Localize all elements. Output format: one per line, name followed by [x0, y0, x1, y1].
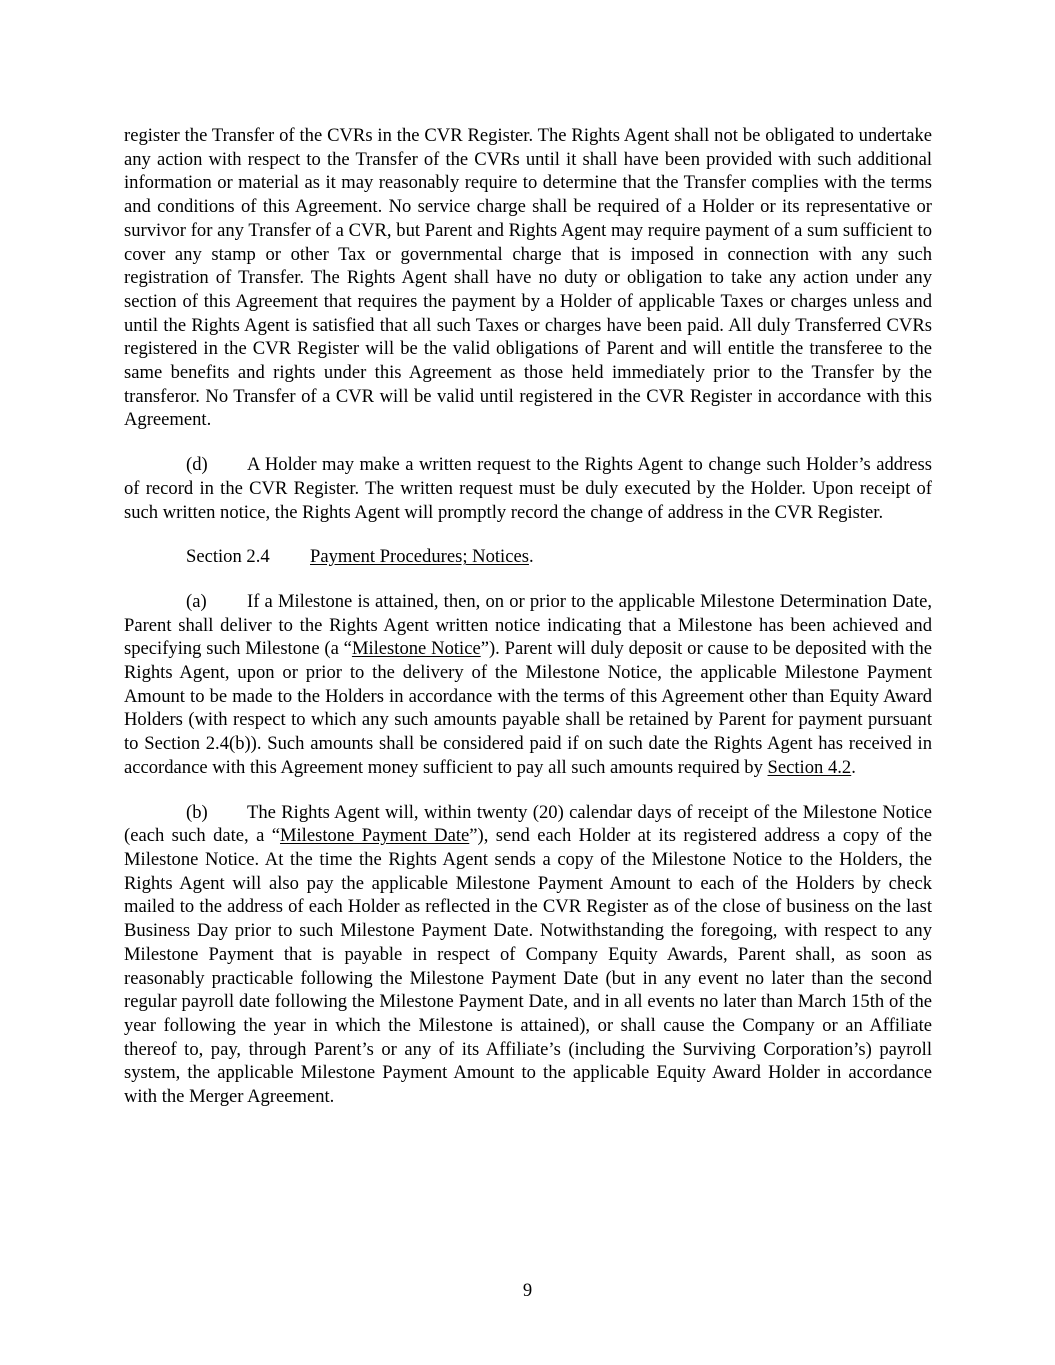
paragraph-b: [124, 801, 932, 1109]
section-heading: [186, 545, 932, 569]
paragraph-a-text-2: ”). Parent will duly deposit or cause to be deposited with the Rights Agent, upon or prior to the delivery of the Milestone Notice, the applicable Milestone Payment Amount to be made to the Holders in accordance with the terms of this Agreement other than Equity Award Holders (with respect to which any such amounts payable shall be retained by Parent for payment pursuant to Section 2.4(b)). Such amounts shall be considered paid if on such date the Rights Agent has received in accordance with this Agreement money sufficient to pay all such amounts required by: [124, 638, 932, 778]
paragraph-b-label: (b): [186, 801, 208, 823]
defined-term-milestone-notice: Milestone Notice: [351, 638, 481, 660]
paragraph-a: [124, 590, 932, 780]
paragraph-continued: register the Transfer of the CVRs in the CVR Register. The Rights Agent shall not be obligated to undertake any action with respect to the Transfer of the CVRs until it shall have been provided with such additional information or material as it may reasonably require to determine that the Transfer complies with the terms and conditions of this Agreement. No service charge shall be required of a Holder or its representative or survivor for any Transfer of a CVR, but Parent and Rights Agent may require payment of a sum sufficient to cover any stamp or other Tax or governmental charge that is imposed in connection with any such registration of Transfer. The Rights Agent shall have no duty or obligation to take any action under any section of this Agreement that requires the payment by a Holder of applicable Taxes or charges unless and until the Rights Agent is satisfied that all such Taxes or charges have been paid. All duly Transferred CVRs registered in the CVR Register will be the valid obligations of Parent and will entitle the transferee to the same benefits and rights under this Agreement as those held immediately prior to the Transfer by the transferor. No Transfer of a CVR will be valid until registered in the CVR Register in accordance with this Agreement.: [124, 125, 932, 431]
defined-term-milestone-payment-date: Milestone Payment Date: [279, 825, 470, 847]
paragraph-b-text-1: The Rights Agent will, within twenty (20) calendar days of receipt of the Milestone Notice (each such date, a “: [124, 801, 932, 847]
section-title-end: .: [528, 546, 534, 568]
paragraph-a-text-3: .: [851, 756, 856, 778]
paragraph-d-text: A Holder may make a written request to the Rights Agent to change such Holder’s address of record in the CVR Register. The written request must be duly executed by the Holder. Upon receipt of such written notice, the Rights Agent will promptly record the change of address in the CVR Register.: [124, 454, 932, 523]
section-title: Payment Procedures; Notices: [310, 546, 529, 568]
section-reference-link[interactable]: Section 4.2: [767, 756, 852, 778]
paragraph-d: [124, 453, 932, 524]
paragraph-a-label: (a): [186, 590, 207, 612]
page-number: 9: [522, 1280, 533, 1301]
paragraph-a-text-1: If a Milestone is attained, then, on or prior to the applicable Milestone Determination Date, Parent shall deliver to the Rights Agent written notice indicating that a Milestone has been achieved and specifying such Milestone (a “: [124, 590, 932, 660]
section-number: Section 2.4: [186, 546, 270, 568]
document-page: [124, 124, 932, 1130]
paragraph-d-label: (d): [186, 454, 208, 476]
paragraph-b-text-2: ”), send each Holder at its registered address a copy of the Milestone Notice. At the time the Rights Agent sends a copy of the Milestone Notice to the Holders, the Rights Agent will also pay the applicable Milestone Payment Amount to each of the Holders by check mailed to the address of each Holder as reflected in the CVR Register as of the close of business on the last Business Day prior to such Milestone Payment Date. Notwithstanding the foregoing, with respect to any Milestone Payment that is payable in respect of Company Equity Awards, Parent shall, as soon as reasonably practicable following the Milestone Payment Date (but in any event no later than the second regular payroll date following the Milestone Payment Date, and in all events no later than March 15th of the year following the year in which the Milestone is attained), or shall cause the Company or an Affiliate thereof to, pay, through Parent’s or any of its Affiliate’s (including the Surviving Corporation’s) payroll system, the applicable Milestone Payment Amount to the applicable Equity Award Holder in accordance with the Merger Agreement.: [124, 825, 932, 1108]
